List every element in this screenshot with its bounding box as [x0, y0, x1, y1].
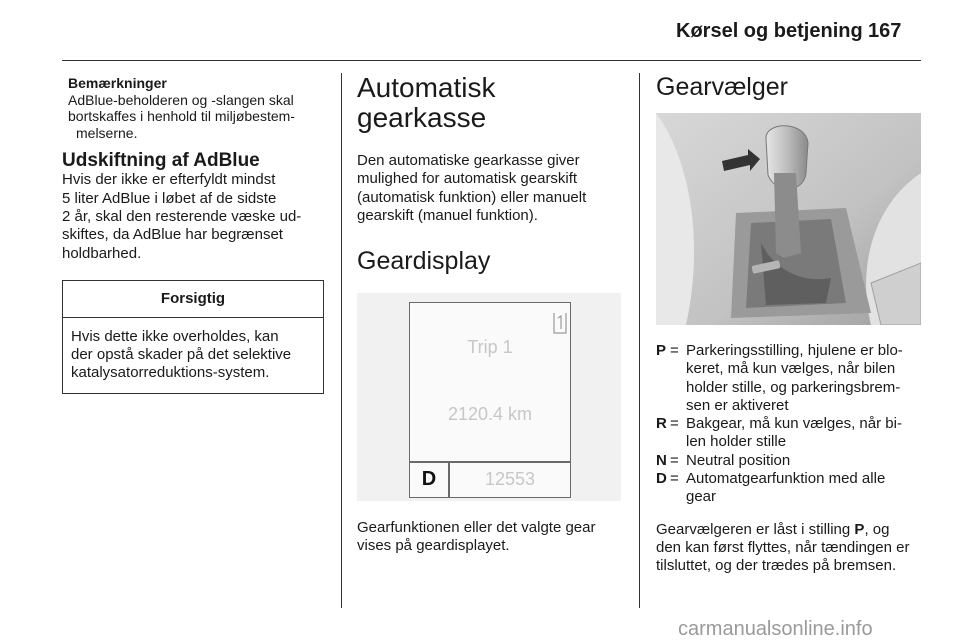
watermark-text: carmanualsonline.info: [678, 618, 873, 640]
header-divider: [62, 60, 921, 61]
gear-display-screen: [409, 302, 571, 498]
caption-line: Gearfunktionen eller det valgte gear: [357, 519, 596, 537]
description-line: Automatgearfunktion med alle: [686, 470, 886, 488]
gear-selector-photo: [656, 113, 921, 325]
page-number: 167: [868, 20, 902, 42]
display-caption: [357, 519, 622, 556]
position-description: [686, 342, 922, 415]
description-line: len holder stille: [686, 433, 787, 451]
position-key: R: [656, 415, 667, 433]
definition-item: [656, 452, 922, 470]
paragraph-text: , og: [864, 520, 890, 538]
description-line: keret, må kun vælges, når bilen: [686, 360, 896, 378]
warning-line: katalysatorreduktions-system.: [71, 364, 270, 382]
warning-title: Forsigtig: [63, 281, 323, 318]
gear-indicator: D: [421, 468, 437, 491]
intro-line: gearskift (manuel funktion).: [357, 206, 538, 224]
equals-sign: =: [670, 342, 679, 359]
paragraph-line: [656, 521, 922, 539]
paragraph-line: tilsluttet, og der trædes på bremsen.: [656, 557, 897, 575]
position-key: P: [656, 342, 667, 359]
position-description: [686, 415, 922, 452]
position-description: [686, 470, 922, 507]
description-line: holder stille, og parkeringsbrem-: [686, 378, 901, 396]
note-line: AdBlue-beholderen og -slangen skal: [68, 91, 294, 108]
definition-item: [656, 415, 922, 452]
body-line: Hvis der ikke er efterfyldt mindst: [62, 171, 276, 189]
sub-heading: Geardisplay: [357, 247, 491, 276]
gear-selector-heading: Gearvælger: [656, 73, 788, 101]
body-line: 2 år, skal den resterende væske ud-: [62, 207, 302, 225]
column-divider-right: [639, 73, 640, 608]
gear-display-illustration: [357, 293, 621, 501]
body-line: holdbarhed.: [62, 244, 142, 262]
warning-text: [63, 318, 323, 393]
body-line: skiftes, da AdBlue har begrænset: [62, 226, 283, 244]
description-line: Neutral position: [686, 451, 791, 469]
section-heading: Udskiftning af AdBlue: [62, 150, 260, 172]
note-title: Bemærkninger: [68, 75, 167, 91]
description-line: Bakgear, må kun vælges, når bi-: [686, 415, 902, 433]
body-line: 5 liter AdBlue i løbet af de sidste: [62, 189, 277, 207]
chapter-title: Kørsel og betjening: [676, 20, 863, 42]
column-left: [62, 75, 324, 394]
column-right: [656, 75, 922, 576]
position-key: D: [656, 470, 667, 488]
description-line: gear: [686, 488, 717, 506]
paragraph-line: den kan først flyttes, når tændingen er: [656, 538, 910, 556]
paragraph-text: Gearvælgeren er låst i stilling: [656, 520, 855, 538]
intro-text: [357, 152, 622, 225]
intro-line: Den automatiske gearkasse giver: [357, 152, 580, 169]
warning-box: [62, 280, 324, 394]
note-line: bortskaffes i henhold til miljøbestem-: [68, 108, 295, 125]
column-middle: [357, 72, 622, 556]
position-p-bold: P: [854, 520, 865, 538]
section-body: [62, 171, 324, 262]
note-block: [62, 75, 324, 141]
main-heading: Automatisk gearkasse: [357, 72, 496, 133]
intro-line: (automatisk funktion) eller manuelt: [357, 188, 587, 206]
page-header: [0, 0, 960, 60]
gear-positions-list: [656, 342, 922, 507]
trip-distance: 2120.4 km: [447, 404, 533, 425]
lock-paragraph: [656, 521, 922, 576]
column-divider-left: [341, 73, 342, 608]
definition-item: [656, 342, 922, 415]
odometer-value: 12553: [484, 469, 536, 490]
position-key: N: [656, 451, 667, 469]
caption-line: vises på geardisplayet.: [357, 537, 510, 555]
intro-line: mulighed for automatisk gearskift: [357, 170, 578, 188]
equals-sign: =: [670, 470, 679, 488]
trip-label: Trip 1: [467, 337, 513, 358]
equals-sign: =: [670, 451, 679, 469]
position-description: [686, 452, 922, 470]
description-line: Parkeringsstilling, hjulene er blo-: [686, 342, 903, 359]
equals-sign: =: [670, 415, 679, 433]
page-number-icon: [553, 312, 567, 334]
definition-item: [656, 470, 922, 507]
warning-line: der opstå skader på det selektive: [71, 346, 292, 364]
description-line: sen er aktiveret: [686, 396, 789, 414]
note-line: melserne.: [76, 124, 138, 141]
note-text: [68, 92, 324, 142]
warning-line: Hvis dette ikke overholdes, kan: [71, 327, 279, 345]
